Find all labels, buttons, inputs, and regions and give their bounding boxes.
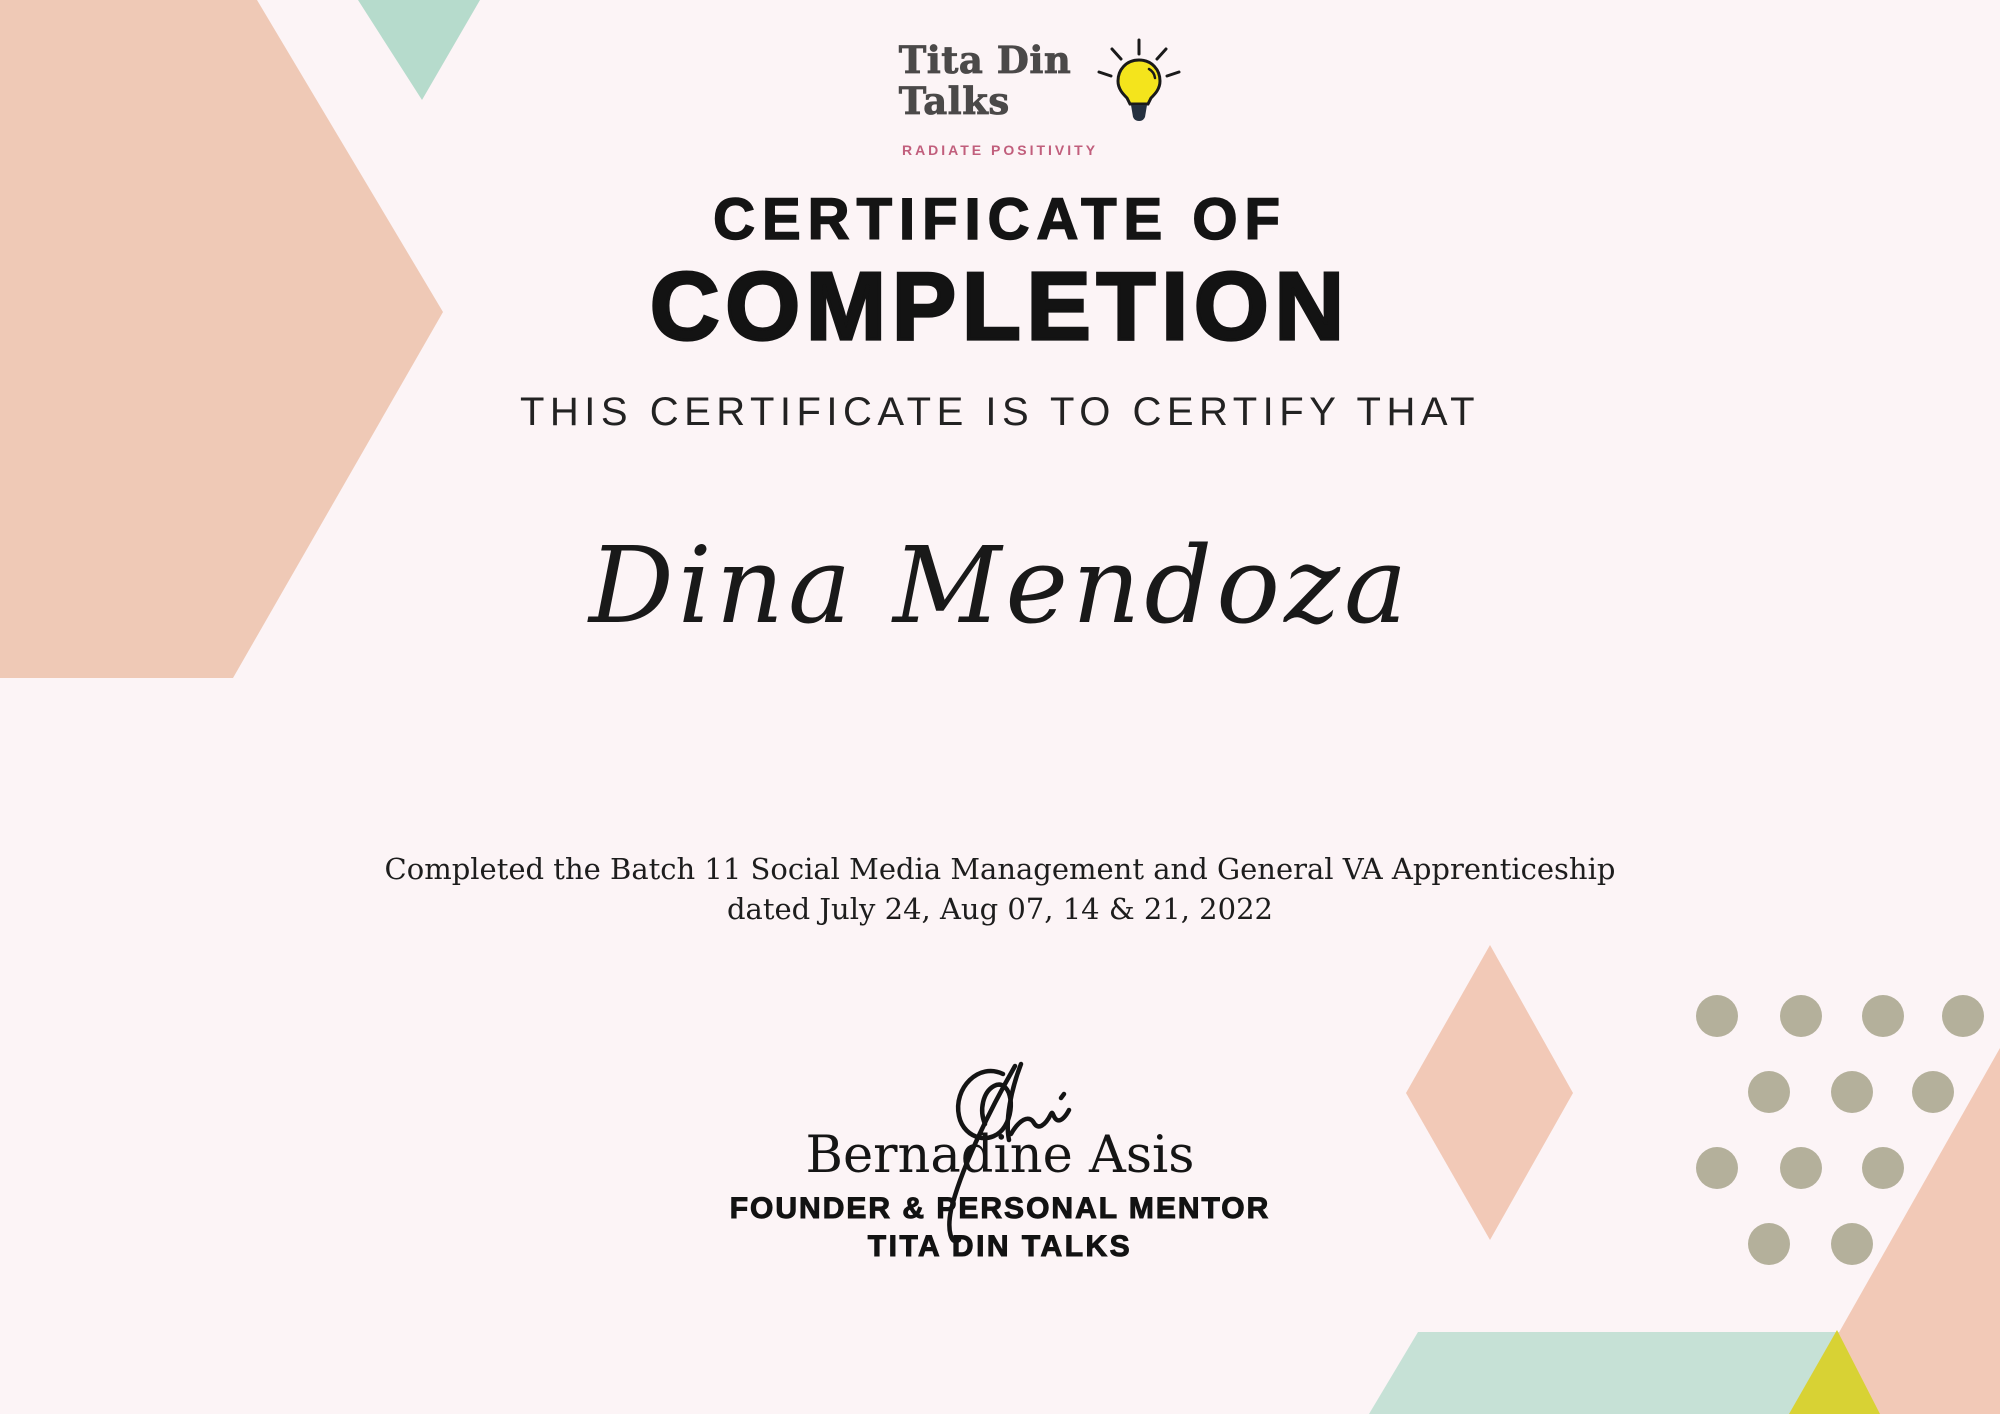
- logo: [40, 40, 2000, 136]
- certificate-title-line2: COMPLETION: [650, 253, 1350, 360]
- signer-title: FOUNDER & PERSONAL MENTOR: [729, 1192, 1271, 1225]
- completion-description: [0, 849, 2000, 929]
- certify-statement: THIS CERTIFICATE IS TO CERTIFY THAT: [519, 390, 1481, 434]
- completion-description-line2: dated July 24, Aug 07, 14 & 21, 2022: [726, 892, 1273, 926]
- logo-wordmark: [899, 40, 1072, 122]
- signer-organization: TITA DIN TALKS: [867, 1230, 1133, 1263]
- logo-line1: Tita Din: [898, 38, 1072, 82]
- signer-name: Bernadine Asis: [805, 1126, 1195, 1185]
- completion-description-line1: Completed the Batch 11 Social Media Management and General VA Apprenticeship: [384, 852, 1616, 886]
- recipient-name: Dina Mendoza: [588, 524, 1412, 647]
- lightbulb-icon: [1097, 36, 1181, 136]
- certificate-title-line1: CERTIFICATE OF: [713, 187, 1287, 252]
- logo-tagline: RADIATE POSITIVITY: [901, 142, 1099, 158]
- logo-line2: Talks: [898, 79, 1010, 123]
